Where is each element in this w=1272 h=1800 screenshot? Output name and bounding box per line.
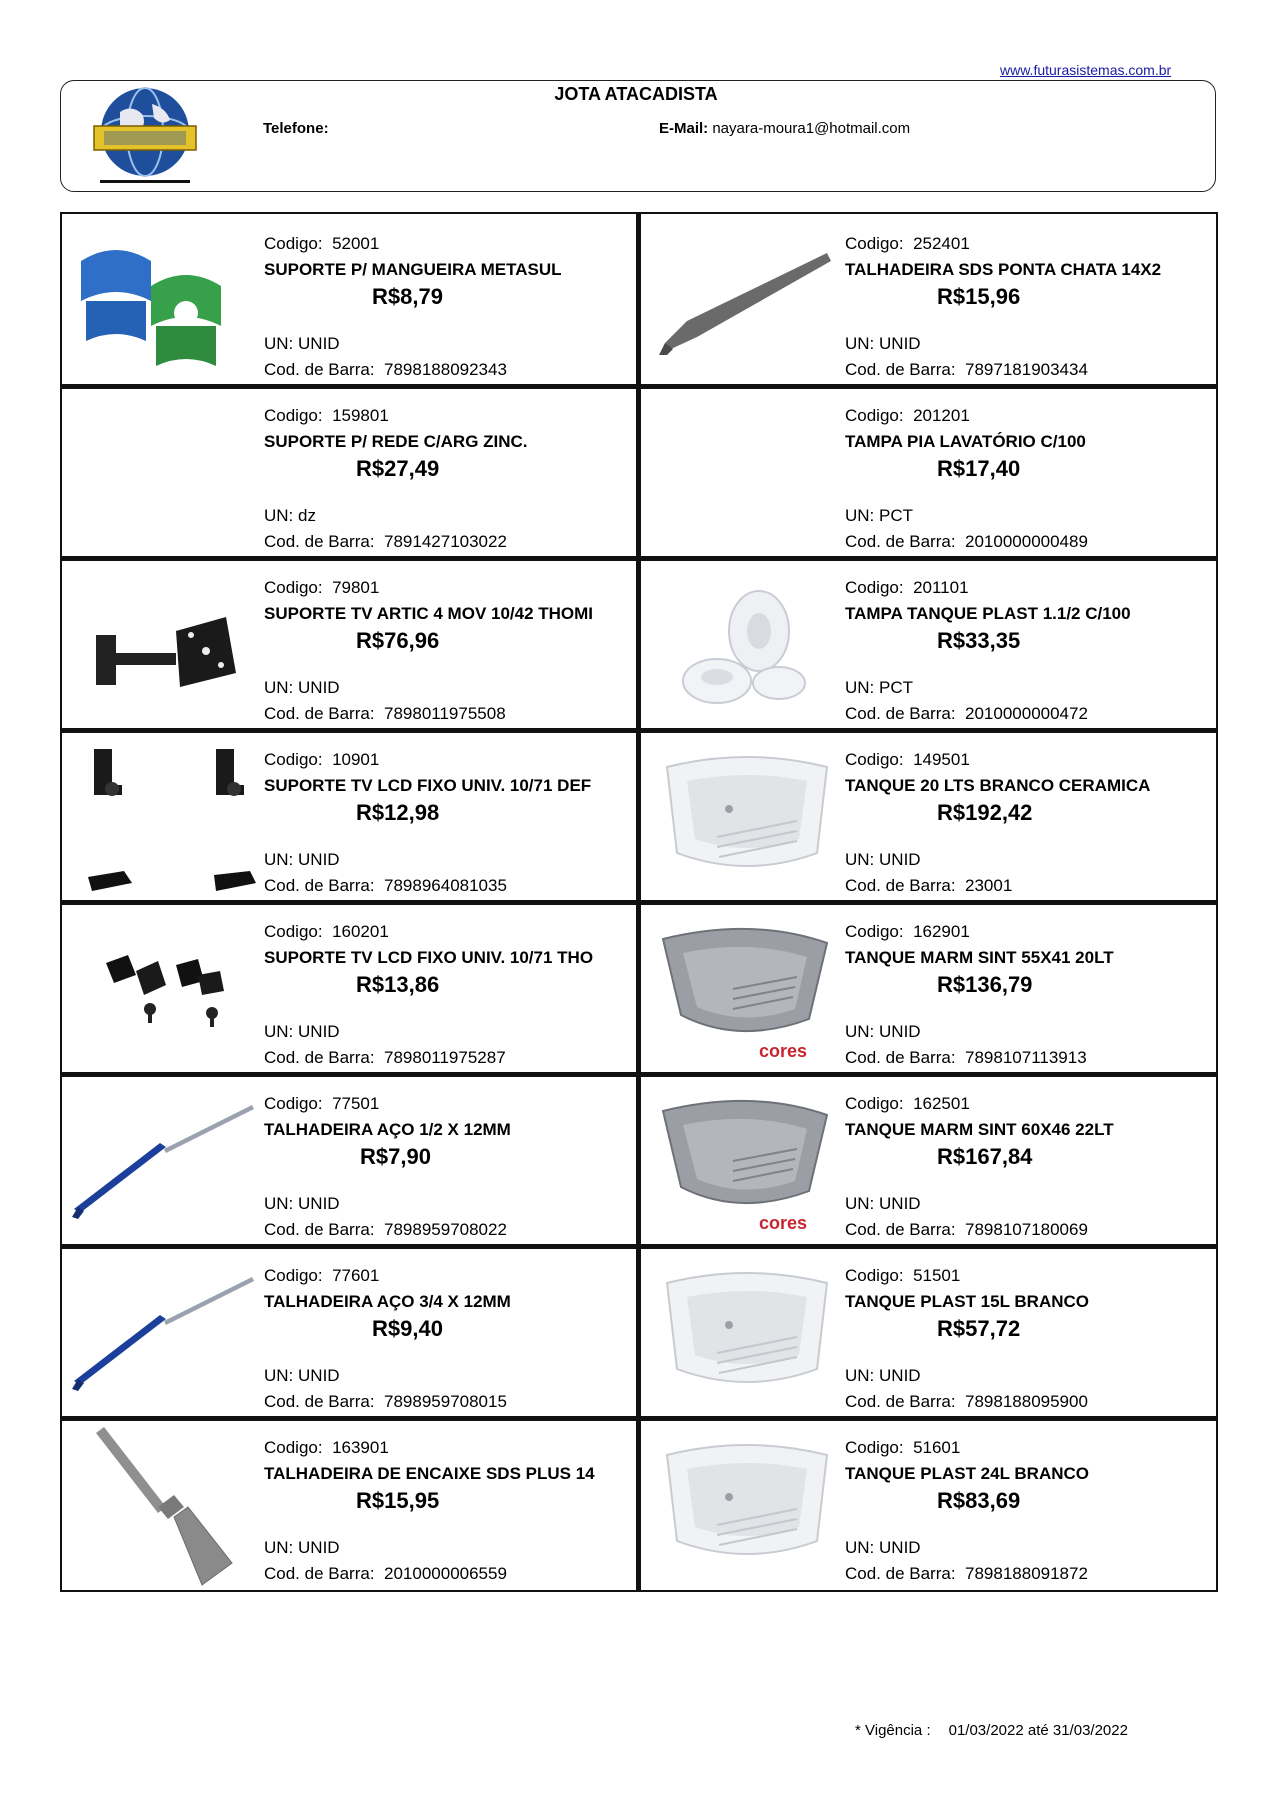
product-description: TANQUE PLAST 24L BRANCO: [845, 1464, 1090, 1483]
product-image: [647, 393, 837, 557]
product-price: R$13,86: [356, 972, 440, 997]
product-description: SUPORTE TV ARTIC 4 MOV 10/42 THOMI: [264, 604, 594, 623]
product-cell: [62, 1421, 638, 1593]
phone-label: Telefone:: [263, 120, 329, 137]
product-description: SUPORTE TV LCD FIXO UNIV. 10/71 THO: [264, 948, 594, 967]
product-code: Codigo: 162901: [845, 922, 970, 941]
product-barcode: Cod. de Barra: 7898959708022: [264, 1220, 507, 1239]
product-price: R$12,98: [356, 800, 440, 825]
product-cell: [643, 733, 1219, 905]
product-unit: UN: UNID: [845, 1022, 921, 1041]
product-image: [647, 1081, 837, 1245]
product-barcode: Cod. de Barra: 7898959708015: [264, 1392, 507, 1411]
product-price: R$83,69: [937, 1488, 1021, 1513]
product-cell: [643, 1421, 1219, 1593]
email-info: [659, 120, 910, 137]
product-code: Codigo: 52001: [264, 234, 380, 253]
product-unit: UN: UNID: [845, 1538, 921, 1557]
product-price: R$9,40: [372, 1316, 443, 1341]
product-code: Codigo: 51501: [845, 1266, 961, 1285]
product-barcode: Cod. de Barra: 7898188095900: [845, 1392, 1088, 1411]
product-image: [66, 737, 256, 901]
product-code: Codigo: 51601: [845, 1438, 961, 1457]
product-price: R$8,79: [372, 284, 443, 309]
product-code: Codigo: 201201: [845, 406, 970, 425]
product-barcode: Cod. de Barra: 2010000000489: [845, 532, 1088, 551]
product-image: [647, 565, 837, 729]
validity-dates: 01/03/2022 até 31/03/2022: [948, 1722, 1128, 1739]
product-cell: [62, 905, 638, 1077]
product-description: TAMPA TANQUE PLAST 1.1/2 C/100: [845, 604, 1131, 623]
product-price: R$76,96: [356, 628, 440, 653]
product-unit: UN: PCT: [845, 506, 914, 525]
product-code: Codigo: 10901: [264, 750, 380, 769]
product-barcode: Cod. de Barra: 2010000000472: [845, 704, 1088, 723]
product-image: [647, 1253, 837, 1417]
product-description: SUPORTE TV LCD FIXO UNIV. 10/71 DEF: [264, 776, 592, 795]
product-description: TANQUE MARM SINT 60X46 22LT: [845, 1120, 1114, 1139]
product-price: R$136,79: [937, 972, 1033, 997]
product-description: TALHADEIRA DE ENCAIXE SDS PLUS 14: [264, 1464, 595, 1483]
product-unit: UN: UNID: [264, 1194, 340, 1213]
product-description: TANQUE 20 LTS BRANCO CERAMICA: [845, 776, 1151, 795]
product-description: TANQUE MARM SINT 55X41 20LT: [845, 948, 1114, 967]
product-cell: [643, 905, 1219, 1077]
product-image: [66, 1081, 256, 1245]
product-image: [647, 1425, 837, 1589]
product-code: Codigo: 77601: [264, 1266, 380, 1285]
website-link[interactable]: www.futurasistemas.com.br: [1000, 62, 1172, 78]
product-description: TANQUE PLAST 15L BRANCO: [845, 1292, 1090, 1311]
product-image: [647, 737, 837, 901]
product-cell: [62, 389, 638, 561]
product-description: SUPORTE P/ REDE C/ARG ZINC.: [264, 432, 528, 451]
product-code: Codigo: 149501: [845, 750, 970, 769]
product-unit: UN: UNID: [264, 334, 340, 353]
company-logo: [90, 82, 200, 190]
product-description: TALHADEIRA AÇO 1/2 X 12MM: [264, 1120, 511, 1139]
product-barcode: Cod. de Barra: 7897181903434: [845, 360, 1088, 379]
product-cell: [643, 389, 1219, 561]
product-unit: UN: UNID: [264, 1538, 340, 1557]
product-code: Codigo: 252401: [845, 234, 970, 253]
product-price: R$7,90: [360, 1144, 431, 1169]
product-code: Codigo: 163901: [264, 1438, 389, 1457]
product-price: R$15,95: [356, 1488, 440, 1513]
product-description: TAMPA PIA LAVATÓRIO C/100: [845, 432, 1086, 451]
product-barcode: Cod. de Barra: 7898107180069: [845, 1220, 1088, 1239]
product-image: [66, 1425, 256, 1589]
svg-text:cores: cores: [758, 1213, 807, 1233]
product-image: [66, 1253, 256, 1417]
product-barcode: Cod. de Barra: 7898011975508: [264, 704, 506, 723]
product-code: Codigo: 159801: [264, 406, 389, 425]
product-price: R$192,42: [937, 800, 1033, 825]
product-code: Codigo: 77501: [264, 1094, 380, 1113]
product-price: R$57,72: [937, 1316, 1021, 1341]
product-image: [66, 393, 256, 557]
product-barcode: Cod. de Barra: 7891427103022: [264, 532, 507, 551]
product-unit: UN: UNID: [845, 1366, 921, 1385]
product-description: TALHADEIRA AÇO 3/4 X 12MM: [264, 1292, 511, 1311]
email-value: nayara-moura1@hotmail.com: [712, 120, 911, 137]
company-name: JOTA ATACADISTA: [554, 84, 718, 104]
product-barcode: Cod. de Barra: 7898188092343: [264, 360, 507, 379]
product-image: [647, 909, 837, 1073]
product-barcode: Cod. de Barra: 2010000006559: [264, 1564, 507, 1583]
product-image: [66, 221, 256, 385]
product-price: R$15,96: [937, 284, 1021, 309]
product-image: [66, 909, 256, 1073]
product-barcode: Cod. de Barra: 7898188091872: [845, 1564, 1088, 1583]
product-description: TALHADEIRA SDS PONTA CHATA 14X2: [845, 260, 1162, 279]
product-cell: [62, 1077, 638, 1249]
validity-label: * Vigência :: [855, 1722, 931, 1739]
product-image: [647, 221, 837, 385]
product-code: Codigo: 79801: [264, 578, 380, 597]
product-cell: [643, 561, 1219, 733]
product-cell: [643, 1249, 1219, 1421]
product-barcode: Cod. de Barra: 7898011975287: [264, 1048, 506, 1067]
product-price: R$167,84: [937, 1144, 1033, 1169]
product-barcode: Cod. de Barra: 7898107113913: [845, 1048, 1087, 1067]
product-unit: UN: UNID: [264, 1022, 340, 1041]
product-unit: UN: UNID: [845, 850, 921, 869]
email-label: E-Mail:: [659, 120, 709, 137]
product-unit: UN: UNID: [264, 850, 340, 869]
product-unit: UN: UNID: [264, 1366, 340, 1385]
product-cell: [62, 561, 638, 733]
product-barcode: Cod. de Barra: 7898964081035: [264, 876, 507, 895]
product-unit: UN: UNID: [264, 678, 340, 697]
product-cell: [643, 1077, 1219, 1249]
product-unit: UN: UNID: [845, 334, 921, 353]
product-unit: UN: dz: [264, 506, 316, 525]
product-price: R$27,49: [356, 456, 440, 481]
product-code: Codigo: 160201: [264, 922, 389, 941]
product-code: Codigo: 162501: [845, 1094, 970, 1113]
product-description: SUPORTE P/ MANGUEIRA METASUL: [264, 260, 562, 279]
product-barcode: Cod. de Barra: 23001: [845, 876, 1013, 895]
svg-text:cores: cores: [758, 1041, 807, 1061]
product-unit: UN: PCT: [845, 678, 914, 697]
product-unit: UN: UNID: [845, 1194, 921, 1213]
product-cell: [643, 217, 1219, 389]
product-price: R$17,40: [937, 456, 1021, 481]
product-cell: [62, 217, 638, 389]
product-cell: [62, 1249, 638, 1421]
product-code: Codigo: 201101: [845, 578, 969, 597]
product-cell: [62, 733, 638, 905]
product-price: R$33,35: [937, 628, 1021, 653]
product-image: [66, 565, 256, 729]
validity-period: [855, 1722, 1128, 1739]
